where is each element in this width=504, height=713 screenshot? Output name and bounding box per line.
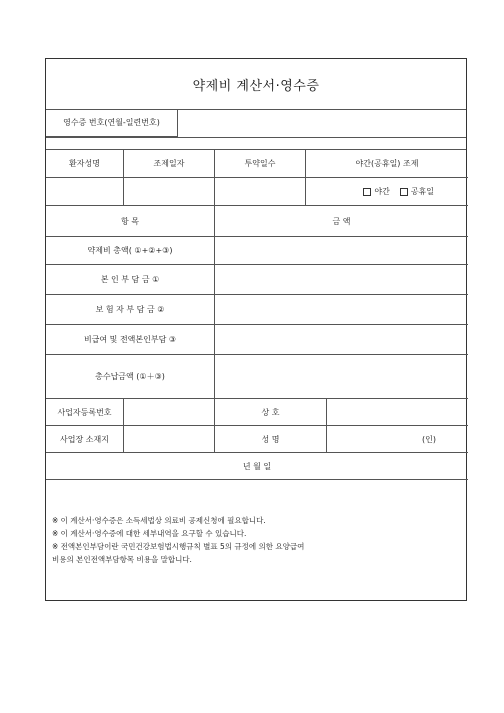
address-value — [124, 426, 215, 453]
note-line: ※ 이 계산서·영수증은 소득세법상 의료비 공제신청에 필요합니다. — [52, 516, 266, 525]
name-value — [327, 426, 468, 453]
note-line: 비용의 본인전액부담항목 비용을 말합니다. — [52, 555, 192, 564]
amount-header: 금 액 — [215, 206, 468, 237]
item-insurer: 보 험 자 부 담 금 ② — [46, 295, 215, 325]
date-line: 년 월 일 — [46, 453, 468, 480]
amount-total — [215, 237, 468, 265]
dose-days-value — [215, 178, 306, 206]
item-total-paid: 총수납금액 (①＋③) — [46, 355, 215, 399]
night-holiday-header: 야간(공휴일) 조제 — [306, 149, 468, 178]
holiday-checkbox[interactable] — [400, 188, 408, 196]
trade-name-label: 상 호 — [215, 399, 327, 426]
night-holiday-checks — [306, 178, 468, 206]
dose-days-header: 투약일수 — [215, 149, 306, 178]
patient-name-header: 환자성명 — [46, 149, 124, 178]
notes — [52, 514, 304, 566]
item-total: 약제비 총액( ①+②+③) — [46, 237, 215, 265]
item-noncovered: 비급여 및 전액본인부담 ③ — [46, 325, 215, 355]
patient-name-value — [46, 178, 124, 206]
business-reg-no-label: 사업자등록번호 — [46, 399, 124, 426]
divider — [46, 149, 466, 150]
address-label: 사업장 소재지 — [46, 426, 124, 453]
receipt-no-label: 영수증 번호(연월-일련번호) — [46, 109, 178, 137]
amount-copay — [215, 265, 468, 295]
amount-total-paid — [215, 355, 468, 399]
divider — [46, 137, 466, 138]
item-header: 항 목 — [46, 206, 215, 237]
receipt-form — [45, 58, 467, 601]
form-title: 약제비 계산서·영수증 — [192, 78, 320, 94]
dispense-date-header: 조제일자 — [124, 149, 215, 178]
note-line: ※ 전액본인부담이란 국민건강보험법시행규칙 별표 5의 규정에 의한 요양급여 — [52, 542, 305, 551]
seal-mark: (인) — [422, 434, 436, 444]
dispense-date-value — [124, 178, 215, 206]
name-label: 성 명 — [215, 426, 327, 453]
amount-insurer — [215, 295, 468, 325]
trade-name-value — [327, 399, 468, 426]
business-reg-no-value — [124, 399, 215, 426]
item-copay: 본 인 부 담 금 ① — [46, 265, 215, 295]
night-label: 야간 — [374, 187, 390, 196]
note-line: ※ 이 계산서·영수증에 대한 세부내역을 요구할 수 있습니다. — [52, 529, 247, 538]
night-checkbox[interactable] — [363, 188, 371, 196]
holiday-label: 공휴일 — [410, 187, 434, 196]
amount-noncovered — [215, 325, 468, 355]
